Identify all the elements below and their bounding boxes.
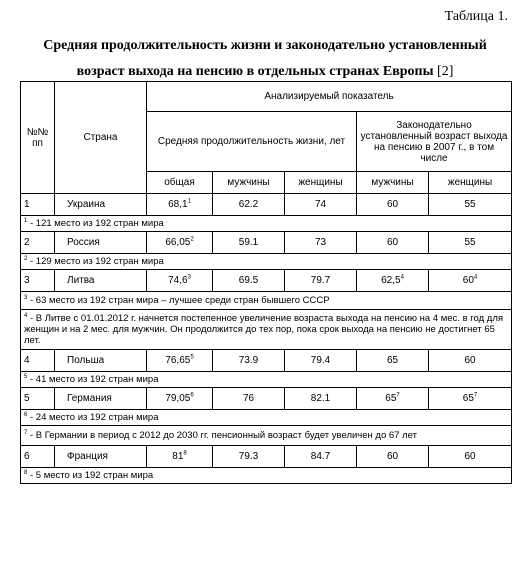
header-pension-men: мужчины [357,172,429,194]
footnote-row [21,468,512,484]
cell-pension-women-footnote-mark: 7 [473,392,478,399]
footnote-row [21,410,512,426]
table-caption: Таблица 1. [444,9,508,24]
cell-country-value: Украина [67,199,106,210]
cell-num-value: 2 [24,237,30,248]
cell-country-value: Германия [67,393,112,404]
table-row [21,194,512,216]
footnote-mark: 5 [24,373,28,380]
cell-country-value: Россия [67,237,100,248]
cell-pension-men [357,350,429,372]
cell-men [213,388,285,410]
footnote [21,216,512,232]
table-row [21,232,512,254]
cell-pension-women-value: 55 [464,199,476,210]
title-reference: [2] [437,64,454,79]
footnote-row [21,310,512,350]
cell-num [21,388,55,410]
header-pension-age: Законодательно установленный возраст выхода на пенсию в 2007 г., в том числе [357,112,512,172]
cell-pension-women [429,350,512,372]
cell-pension-men-value: 60 [386,237,399,248]
cell-country-value: Польша [67,355,105,366]
cell-country [55,270,147,292]
cell-pension-men-value: 65 [385,393,397,404]
cell-pension-women-value: 55 [464,237,476,248]
cell-women-value: 79.7 [310,275,331,286]
cell-country-value: Литва [67,275,95,286]
cell-pension-men [357,446,429,468]
footnote [21,410,512,426]
cell-men-value: 79.3 [238,451,259,462]
cell-total-value: 81 [172,451,184,462]
header-num: №№ пп [21,82,55,194]
footnote-text: - 129 место из 192 стран мира [27,256,164,267]
cell-total-value: 79,05 [165,393,191,404]
cell-pension-women-value: 60 [464,355,476,366]
cell-num-value: 4 [24,355,30,366]
cell-women-value: 79.4 [310,355,331,366]
footnote-text: - 121 место из 192 стран мира [27,218,164,229]
cell-total-footnote-mark: 2 [190,236,194,243]
cell-country [55,194,147,216]
cell-num [21,270,55,292]
cell-pension-women-value: 60 [464,451,476,462]
cell-total-value: 66,05 [165,237,191,248]
life-expectancy-table [20,81,512,484]
cell-women-value: 74 [314,199,327,210]
cell-pension-women [429,232,512,254]
cell-num-value: 6 [24,451,30,462]
table-title-line1: Средняя продолжительность жизни и законодательно установленный [43,38,487,53]
footnote-row [21,372,512,388]
cell-men [213,350,285,372]
cell-total-footnote-mark: 1 [187,198,191,205]
cell-women [285,446,357,468]
footnote [21,310,512,350]
cell-women [285,350,357,372]
header-total: общая [147,172,213,194]
header-country: Страна [55,82,147,194]
cell-country [55,388,147,410]
footnote [21,254,512,270]
cell-total-value: 68,1 [168,199,188,210]
footnote-mark: 1 [24,217,28,224]
cell-total [147,194,213,216]
cell-pension-men-footnote-mark: 7 [396,392,400,399]
footnote [21,372,512,388]
cell-men-value: 59.1 [238,237,259,248]
cell-num [21,232,55,254]
cell-pension-men [357,270,429,292]
header-men: мужчины [213,172,285,194]
footnote-row [21,254,512,270]
cell-num [21,350,55,372]
footnote [21,292,512,310]
cell-country [55,350,147,372]
cell-men [213,232,285,254]
footnote-mark: 4 [24,312,28,319]
cell-total-footnote-mark: 8 [183,450,187,457]
cell-total-footnote-mark: 3 [187,274,191,281]
header-life-expectancy: Средняя продолжительность жизни, лет [147,112,357,172]
cell-men-value: 76 [242,393,255,404]
cell-men-value: 62.2 [238,199,259,210]
cell-pension-men-value: 60 [386,199,399,210]
footnote-row [21,216,512,232]
cell-num-value: 3 [24,275,30,286]
footnote-text: - 63 место из 192 стран мира – лучшее среди стран бывшего СССР [27,295,330,306]
cell-men [213,270,285,292]
cell-women [285,232,357,254]
table-row [21,350,512,372]
cell-total-footnote-mark: 6 [190,392,194,399]
cell-pension-men [357,388,429,410]
table-row [21,270,512,292]
cell-num-value: 5 [24,393,30,404]
cell-women-value: 84.7 [310,451,331,462]
header-analyzed: Анализируемый показатель [147,82,512,112]
cell-total-value: 76,65 [165,355,191,366]
footnote-text: - В Германии в период с 2012 до 2030 гг. пенсионный возраст будет увеличен до 67 лет [27,430,417,441]
footnote-text: - 24 место из 192 стран мира [27,412,159,423]
cell-total [147,270,213,292]
cell-pension-men [357,232,429,254]
cell-pension-women [429,388,512,410]
footnote [21,468,512,484]
cell-pension-women-value: 60 [462,275,474,286]
cell-total-footnote-mark: 5 [190,354,194,361]
cell-women [285,194,357,216]
cell-pension-men-footnote-mark: 4 [400,274,404,281]
footnote-mark: 3 [24,294,28,301]
footnote [21,426,512,446]
cell-num [21,446,55,468]
cell-total [147,446,213,468]
cell-pension-women-footnote-mark: 4 [473,274,478,281]
footnote-mark: 8 [24,469,28,476]
cell-men-value: 73.9 [238,355,259,366]
title-text: возраст выхода на пенсию в отдельных странах Европы [76,64,434,79]
cell-women-value: 82.1 [310,393,331,404]
header-women: женщины [285,172,357,194]
header-pension-women: женщины [429,172,512,194]
cell-total-value: 74,6 [168,275,188,286]
footnote-mark: 2 [24,255,28,262]
footnote-row [21,426,512,446]
footnote-text: - 41 место из 192 стран мира [27,374,159,385]
footnote-row [21,292,512,310]
cell-pension-women [429,270,512,292]
cell-men-value: 69.5 [238,275,259,286]
cell-pension-men-value: 62,5 [381,275,401,286]
cell-men [213,194,285,216]
table-row [21,446,512,468]
cell-num-value: 1 [24,199,30,210]
cell-men [213,446,285,468]
footnote-mark: 7 [24,429,28,436]
cell-pension-women-value: 65 [462,393,474,404]
cell-country-value: Франция [67,451,108,462]
cell-total [147,388,213,410]
cell-pension-women [429,194,512,216]
cell-country [55,232,147,254]
table-row [21,388,512,410]
cell-total [147,232,213,254]
footnote-text: - В Литве с 01.01.2012 г. начнется постепенное увеличение возраста выхода на пенсию на 4 мес. в год для женщин и на 2 мес. для мужчин. Он продолжится до тех пор, пока срок выхода на пенсию не достигнет 65 лет. [24,313,504,346]
cell-pension-men [357,194,429,216]
cell-pension-men-value: 60 [386,451,399,462]
cell-women [285,270,357,292]
cell-women [285,388,357,410]
cell-total [147,350,213,372]
cell-country [55,446,147,468]
cell-women-value: 73 [314,237,327,248]
footnote-mark: 6 [24,411,28,418]
cell-pension-men-value: 65 [386,355,399,366]
cell-num [21,194,55,216]
cell-pension-women [429,446,512,468]
footnote-text: - 5 место из 192 стран мира [27,470,154,481]
